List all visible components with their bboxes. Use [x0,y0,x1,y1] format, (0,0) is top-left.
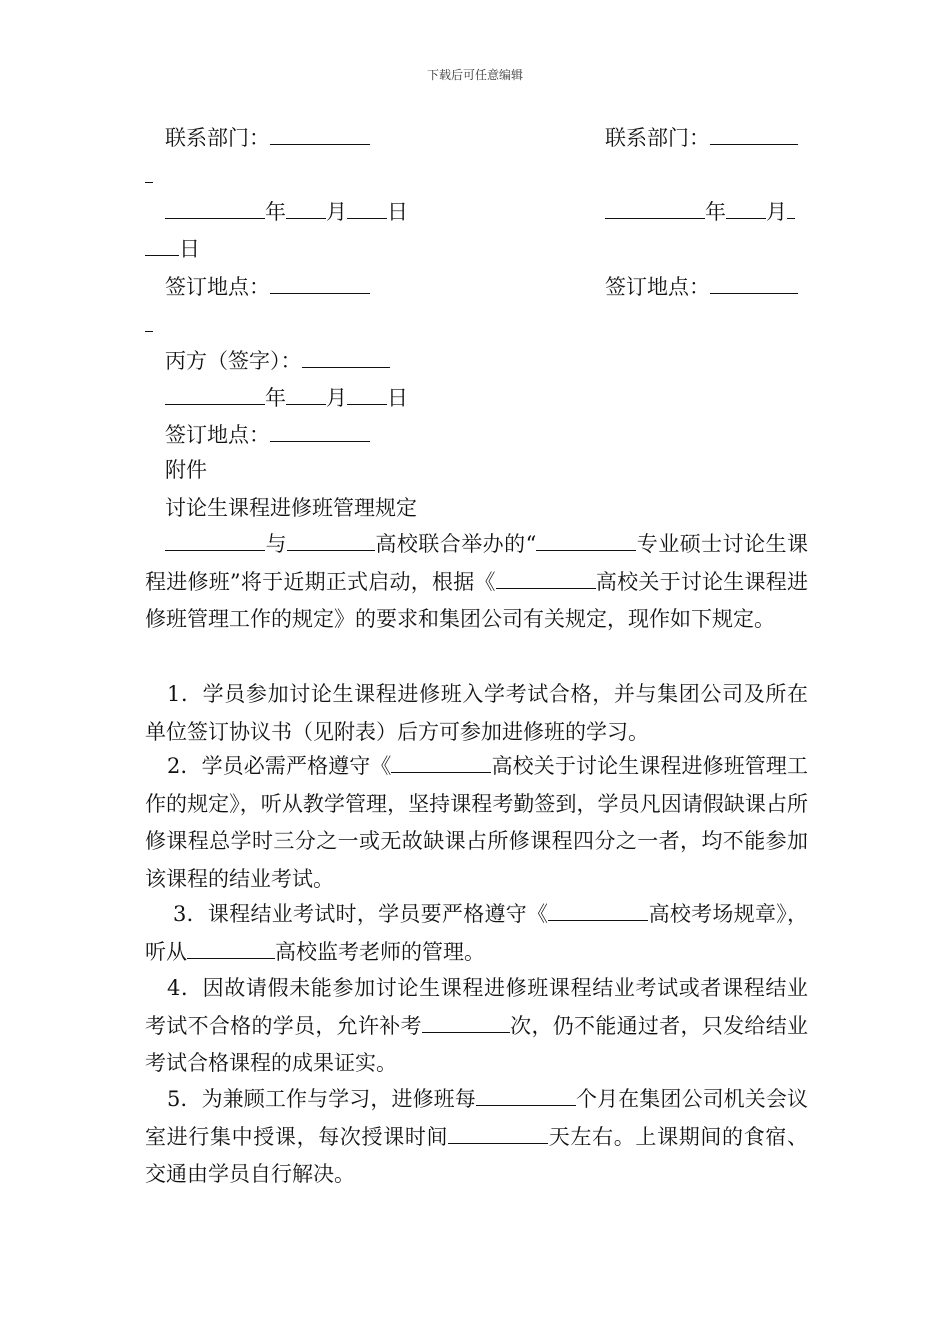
day-label: 日 [179,237,200,261]
left-contact-dept [165,122,370,152]
rule-text: 2．学员必需严格遵守《 [167,754,392,778]
wrap-blank [145,160,153,190]
page-header: 下载后可任意编辑 [426,68,523,82]
attachment-label: 附件 [165,458,207,482]
blank [710,122,798,145]
year-label: 年 [265,386,286,410]
wrap-blank [145,309,153,339]
month-label: 月 [766,200,787,224]
blank [391,750,491,773]
left-date [165,196,408,226]
rule-text: 5．为兼顾工作与学习，进修班每 [167,1087,476,1111]
blank [302,345,390,368]
month-label: 月 [326,200,347,224]
sign-place-label: 签订地点： [165,275,270,299]
party-c-date [165,382,408,412]
blank [787,196,795,219]
blank [270,419,370,442]
regulation-title: 讨论生课程进修班管理规定 [165,496,417,520]
blank [165,382,265,405]
blank [710,271,798,294]
blank [422,1010,510,1033]
blank [165,528,265,551]
rule-3 [145,896,808,971]
month-label: 月 [326,386,347,410]
intro-paragraph [145,526,808,639]
rule-text: 高校关于讨论生课程进修班管理工作的规定》，听从教学管理，坚持课程考勤签到，学员凡因请假缺课占所修课程总学时三分之一或无故缺课占所修课程四分之一者，均不能参加该课程的结业考试。 [145,754,808,891]
blank [605,196,705,219]
party-c-sign-place [165,419,370,449]
right-sign-place [605,271,798,301]
day-label: 日 [387,386,408,410]
intro-text: 高校联合举办的“ [374,532,537,556]
blank [145,160,153,183]
blank [536,528,636,551]
blank [496,566,596,589]
day-label: 日 [387,200,408,224]
party-c-label: 丙方（签字）： [165,349,302,373]
blank [270,122,370,145]
blank [145,309,153,332]
rule-text: 次，仍不能通过者，只发给结业考试合格课程的成果证实。 [145,1013,809,1075]
rule-text: 4．因故请假未能参加讨论生课程进修班课程结业考试或者课程结业考试不合格的学员，允许补考 [145,976,808,1038]
contact-dept-label: 联系部门： [605,126,710,150]
rule-2 [145,748,808,898]
blank [165,196,265,219]
contact-dept-label: 联系部门： [165,126,270,150]
rule-4 [145,970,808,1083]
right-contact-dept [605,122,798,152]
year-label: 年 [265,200,286,224]
rule-1 [145,676,808,751]
rule-text: 高校考场规章》，听从 [145,902,809,964]
blank [270,271,370,294]
blank [726,196,766,219]
blank [145,233,179,256]
sign-place-label: 签订地点： [165,423,270,447]
blank [476,1083,576,1106]
rule-text: 个月在集团公司机关会议室进行集中授课，每次授课时间 [145,1087,808,1149]
blank [286,382,326,405]
party-c-sign [165,345,390,375]
blank [448,1121,548,1144]
blank [187,936,275,959]
right-date [605,196,795,226]
blank [287,528,375,551]
rule-5 [145,1081,808,1194]
rule-text: 高校监考老师的管理。 [275,939,485,964]
year-label: 年 [705,200,726,224]
rule-text: 天左右。上课期间的食宿、交通由学员自行解决。 [145,1124,809,1186]
rule-text: 1．学员参加讨论生课程进修班入学考试合格，并与集团公司及所在单位签订协议书（见附表）后方可参加进修班的学习。 [145,682,808,744]
intro-text: 与 [265,532,287,556]
intro-text: 高校关于讨论生课程进修班管理工作的规定》的要求和集团公司有关规定，现作如下规定。 [145,569,809,631]
blank [286,196,326,219]
intro-text: 专业硕士讨论生课程进修班”将于近期正式启动，根据《 [145,532,808,594]
rule-text: 3．课程结业考试时，学员要严格遵守《 [173,902,549,926]
wrap-day [145,233,200,263]
sign-place-label: 签订地点： [605,275,710,299]
blank [347,382,387,405]
blank [347,196,387,219]
left-sign-place [165,271,370,301]
blank [548,898,648,921]
